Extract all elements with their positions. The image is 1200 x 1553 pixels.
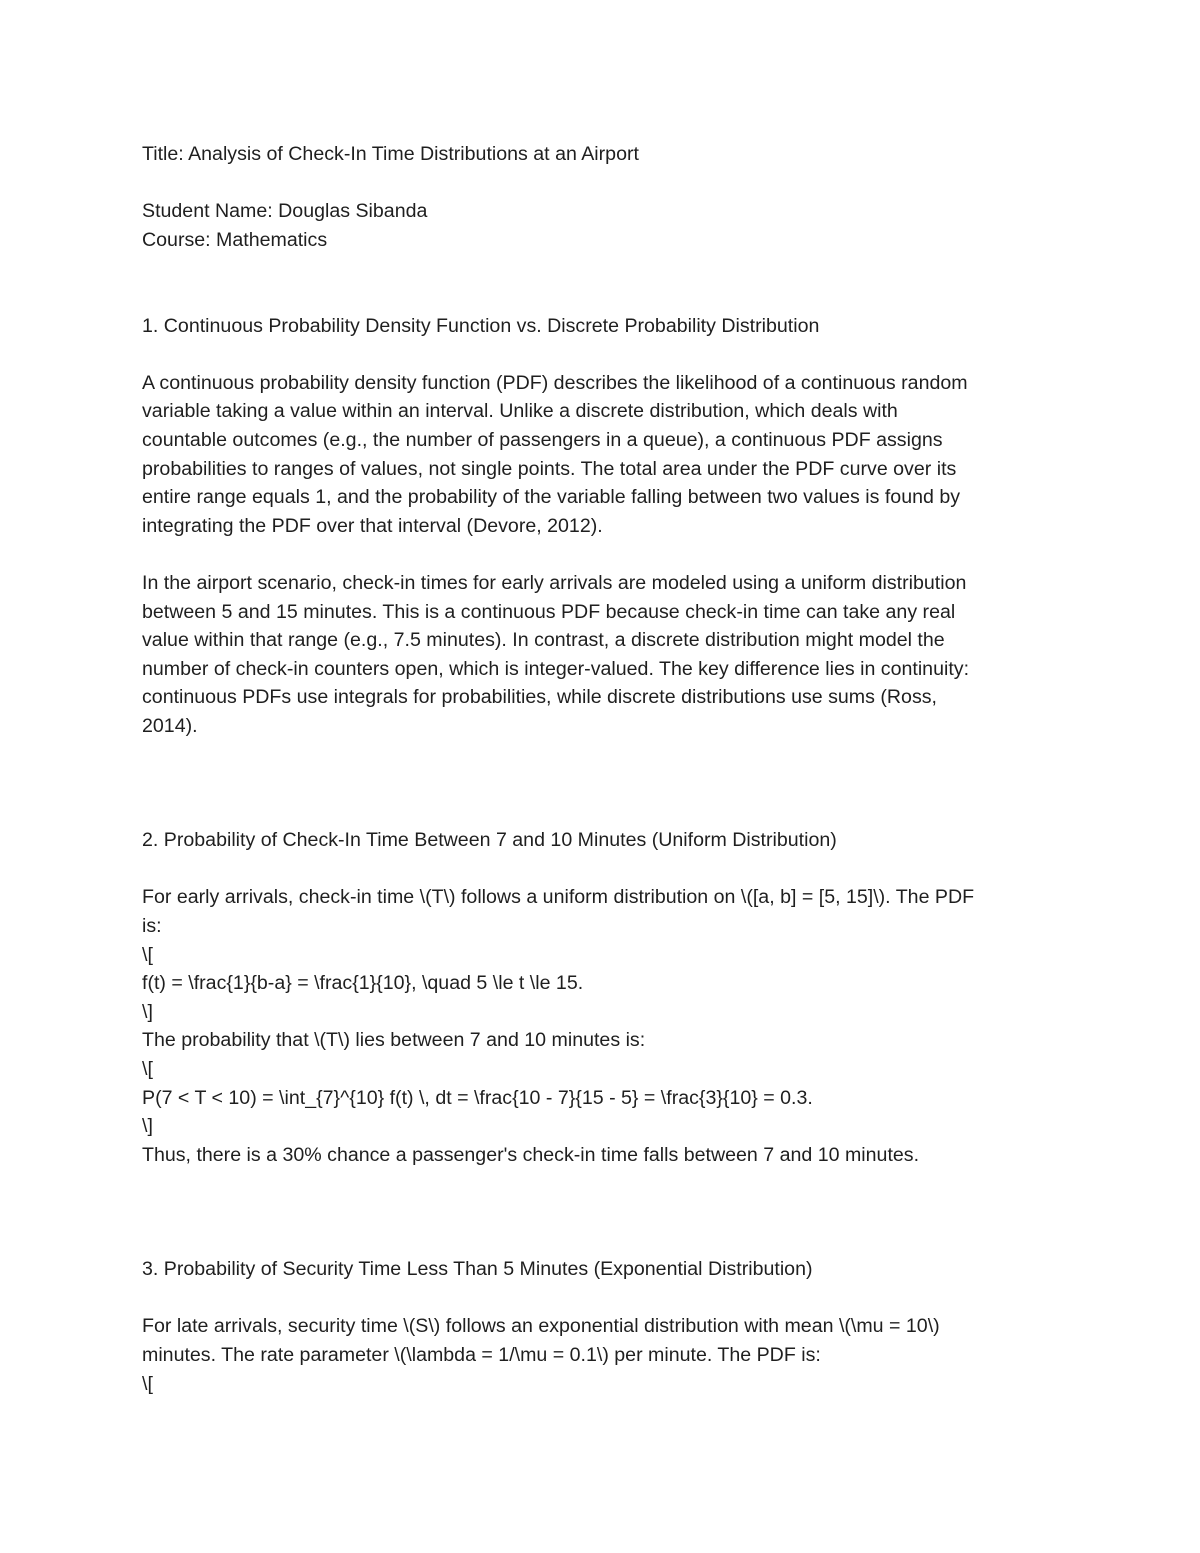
math-delimiter: \[: [142, 1372, 153, 1395]
paragraph-line: For early arrivals, check-in time \(T\) follows a uniform distribution on \([a, b] = [5, 15]\). The PDF: [142, 886, 975, 909]
math-delimiter: \[: [142, 1058, 153, 1081]
document-page: [142, 140, 1072, 1398]
section-3-body: [142, 1312, 1072, 1398]
course-name: Course: Mathematics: [142, 228, 328, 251]
paragraph-line: For late arrivals, security time \(S\) follows an exponential distribution with mean \(\mu = 10\): [142, 1315, 940, 1338]
paragraph-line: probabilities to ranges of values, not single points. The total area under the PDF curve over its: [142, 457, 957, 480]
paragraph-line: A continuous probability density function (PDF) describes the likelihood of a continuous random: [142, 371, 968, 394]
paragraph-line: between 5 and 15 minutes. This is a continuous PDF because check-in time can take any real: [142, 600, 956, 623]
document-title: Title: Analysis of Check-In Time Distributions at an Airport: [142, 143, 639, 165]
paragraph-line: countable outcomes (e.g., the number of passengers in a queue), a continuous PDF assigns: [142, 428, 943, 451]
math-delimiter: \[: [142, 943, 153, 966]
paragraph-line: In the airport scenario, check-in times for early arrivals are modeled using a uniform distribution: [142, 571, 967, 594]
paragraph-line: integrating the PDF over that interval (Devore, 2012).: [142, 514, 603, 537]
math-delimiter: \]: [142, 1115, 153, 1138]
paragraph-line: minutes. The rate parameter \(\lambda = 1/\mu = 0.1\) per minute. The PDF is:: [142, 1343, 821, 1366]
section-3-heading: 3. Probability of Security Time Less Than 5 Minutes (Exponential Distribution): [142, 1258, 813, 1281]
section-1-paragraph-1: [142, 369, 1072, 541]
math-delimiter: \]: [142, 1000, 153, 1023]
section-1-paragraph-2: [142, 569, 1072, 741]
paragraph-line: entire range equals 1, and the probability of the variable falling between two values is found by: [142, 486, 961, 509]
section-1-heading: 1. Continuous Probability Density Function vs. Discrete Probability Distribution: [142, 314, 820, 337]
paragraph-line: Thus, there is a 30% chance a passenger's check-in time falls between 7 and 10 minutes.: [142, 1143, 920, 1166]
paragraph-line: The probability that \(T\) lies between 7 and 10 minutes is:: [142, 1029, 646, 1052]
paragraph-line: value within that range (e.g., 7.5 minutes). In contrast, a discrete distribution might model the: [142, 629, 945, 652]
math-equation: P(7 < T < 10) = \int_{7}^{10} f(t) \, dt = \frac{10 - 7}{15 - 5} = \frac{3}{10} = 0.3.: [142, 1086, 813, 1109]
student-name: Student Name: Douglas Sibanda: [142, 200, 428, 223]
paragraph-line: 2014).: [142, 714, 198, 737]
section-2-body: [142, 883, 1072, 1169]
paragraph-line: number of check-in counters open, which is integer-valued. The key difference lies in continuity:: [142, 657, 970, 680]
math-equation: f(t) = \frac{1}{b-a} = \frac{1}{10}, \quad 5 \le t \le 15.: [142, 972, 584, 995]
section-2-heading: 2. Probability of Check-In Time Between 7 and 10 Minutes (Uniform Distribution): [142, 829, 837, 852]
paragraph-line: continuous PDFs use integrals for probabilities, while discrete distributions use sums (Ross,: [142, 686, 937, 709]
paragraph-line: variable taking a value within an interval. Unlike a discrete distribution, which deals with: [142, 400, 898, 423]
paragraph-line: is:: [142, 915, 162, 938]
